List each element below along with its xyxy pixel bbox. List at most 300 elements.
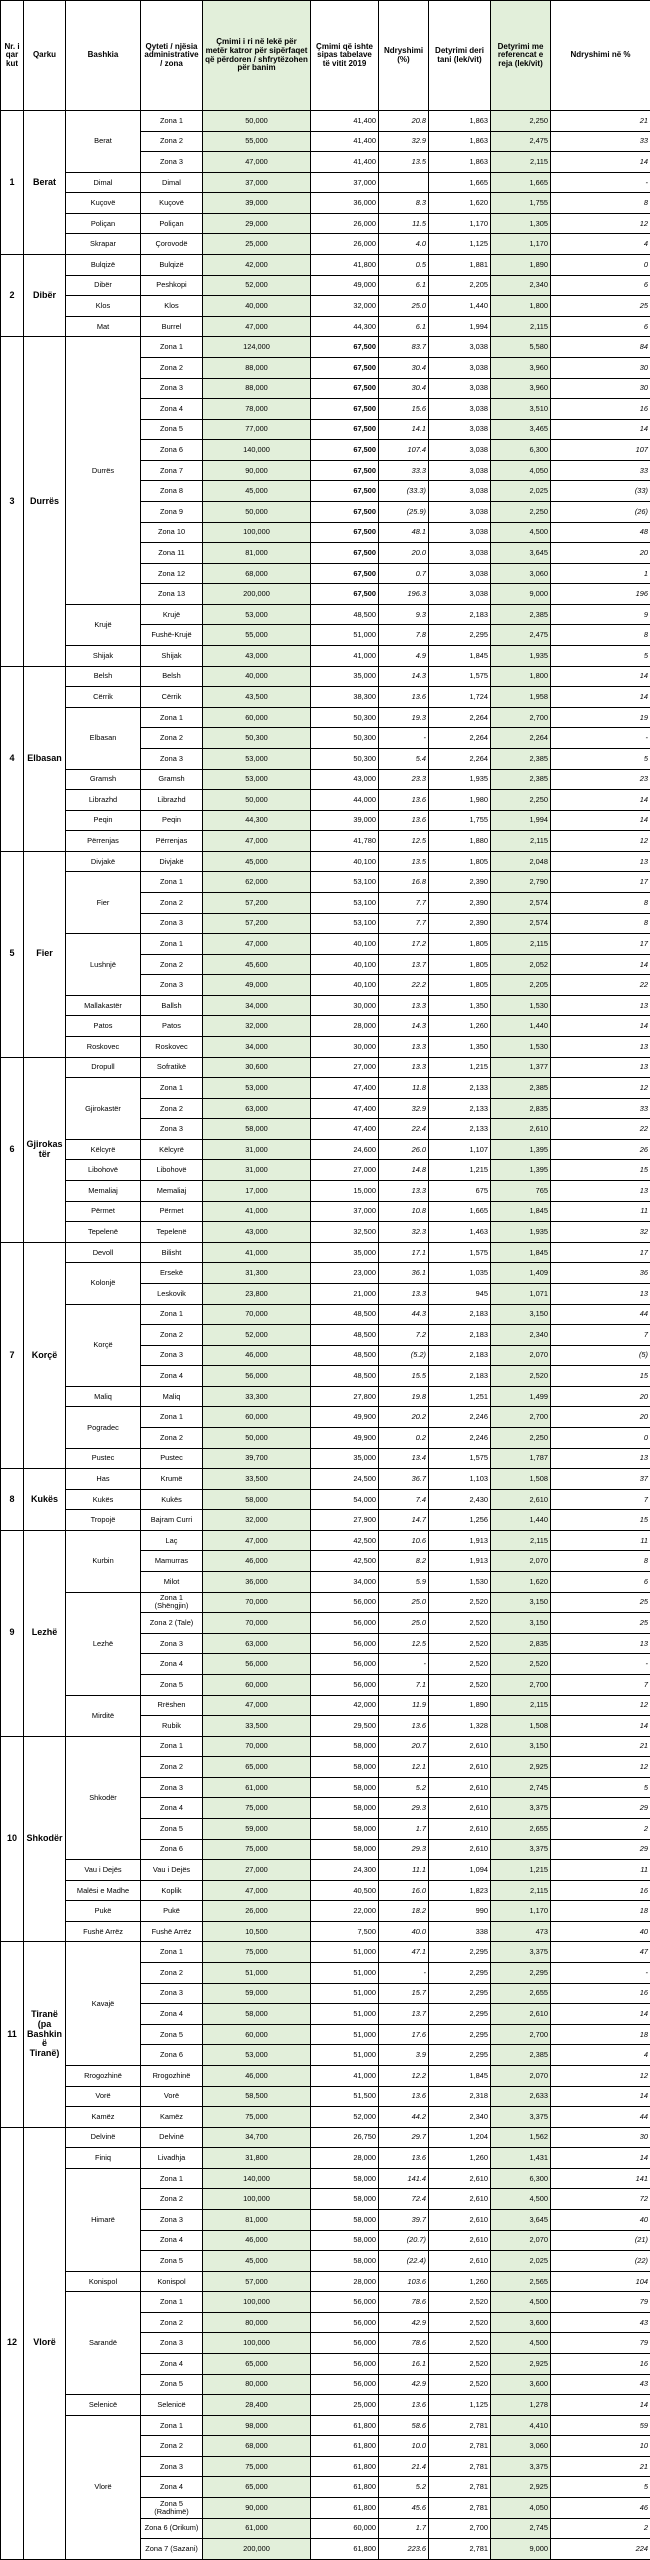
- zone-cell: Zona 2: [141, 2312, 203, 2333]
- table-row: [1, 172, 650, 193]
- change-pct-cell: 48: [551, 522, 650, 543]
- change-cell: 32.9: [379, 131, 429, 152]
- old-price-cell: 56,000: [311, 1654, 379, 1675]
- old-tax-cell: 2,520: [429, 2354, 491, 2375]
- new-tax-cell: 4,500: [491, 2292, 551, 2313]
- zone-cell: Zona 5: [141, 1674, 203, 1695]
- zone-cell: Zona 2: [141, 954, 203, 975]
- change-cell: (20.7): [379, 2230, 429, 2251]
- change-pct-cell: 9: [551, 604, 650, 625]
- old-price-cell: 61,800: [311, 2436, 379, 2457]
- new-price-cell: 49,000: [203, 975, 311, 996]
- new-tax-cell: 2,115: [491, 934, 551, 955]
- new-tax-cell: 4,500: [491, 522, 551, 543]
- new-tax-cell: 2,115: [491, 1880, 551, 1901]
- new-price-cell: 61,000: [203, 1777, 311, 1798]
- old-tax-cell: 2,133: [429, 1098, 491, 1119]
- header-old-tax: Detyrimi deri tani (lek/vit): [429, 1, 491, 111]
- change-pct-cell: 141: [551, 2168, 650, 2189]
- old-price-cell: 58,000: [311, 1757, 379, 1778]
- old-price-cell: 56,000: [311, 1674, 379, 1695]
- new-tax-cell: 3,375: [491, 1839, 551, 1860]
- zone-cell: Zona 3: [141, 1345, 203, 1366]
- change-pct-cell: 14: [551, 810, 650, 831]
- new-price-cell: 68,000: [203, 563, 311, 584]
- old-tax-cell: 1,913: [429, 1530, 491, 1551]
- qark-number: 1: [1, 111, 24, 255]
- change-pct-cell: 59: [551, 2415, 650, 2436]
- new-tax-cell: 2,070: [491, 2065, 551, 2086]
- bashkia-name: Vlorë: [66, 2415, 141, 2559]
- new-price-cell: 31,800: [203, 2148, 311, 2169]
- change-pct-cell: 15: [551, 1366, 650, 1387]
- table-row: [1, 872, 650, 893]
- new-tax-cell: 3,465: [491, 419, 551, 440]
- new-tax-cell: 2,610: [491, 1119, 551, 1140]
- old-price-cell: 58,000: [311, 2168, 379, 2189]
- old-tax-cell: 2,183: [429, 1325, 491, 1346]
- old-tax-cell: 3,038: [429, 378, 491, 399]
- zone-cell: Librazhd: [141, 790, 203, 811]
- old-tax-cell: 1,863: [429, 131, 491, 152]
- old-price-cell: 35,000: [311, 1448, 379, 1469]
- new-price-cell: 56,000: [203, 1654, 311, 1675]
- old-price-cell: 36,000: [311, 193, 379, 214]
- change-pct-cell: 14: [551, 954, 650, 975]
- old-price-cell: 37,000: [311, 172, 379, 193]
- change-cell: 0.5: [379, 255, 429, 276]
- zone-cell: Zona 3: [141, 1983, 203, 2004]
- zone-cell: Zona 12: [141, 563, 203, 584]
- change-cell: 7.4: [379, 1489, 429, 1510]
- new-tax-cell: 2,385: [491, 604, 551, 625]
- change-pct-cell: 5: [551, 646, 650, 667]
- change-pct-cell: 43: [551, 2312, 650, 2333]
- old-price-cell: 44,000: [311, 790, 379, 811]
- qark-number: 8: [1, 1469, 24, 1531]
- zone-cell: Zona 4: [141, 399, 203, 420]
- new-tax-cell: 2,115: [491, 316, 551, 337]
- change-cell: 14.8: [379, 1160, 429, 1181]
- change-cell: 13.3: [379, 1283, 429, 1304]
- zone-cell: Zona 8: [141, 481, 203, 502]
- old-price-cell: 39,000: [311, 810, 379, 831]
- old-tax-cell: 2,610: [429, 2209, 491, 2230]
- change-cell: 11.5: [379, 213, 429, 234]
- change-cell: 0.7: [379, 563, 429, 584]
- zone-cell: Zona 2: [141, 131, 203, 152]
- zone-cell: Libohovë: [141, 1160, 203, 1181]
- table-row: [1, 1304, 650, 1325]
- change-cell: 30.4: [379, 357, 429, 378]
- new-price-cell: 23,800: [203, 1283, 311, 1304]
- zone-cell: Patos: [141, 1016, 203, 1037]
- old-price-cell: 61,800: [311, 2456, 379, 2477]
- new-price-cell: 51,000: [203, 1963, 311, 1984]
- old-price-cell: 28,000: [311, 1016, 379, 1037]
- old-tax-cell: 2,520: [429, 2333, 491, 2354]
- old-tax-cell: 1,890: [429, 1695, 491, 1716]
- table-row: [1, 1695, 650, 1716]
- old-price-cell: 49,900: [311, 1428, 379, 1449]
- old-price-cell: 24,500: [311, 1469, 379, 1490]
- old-price-cell: 58,000: [311, 2251, 379, 2272]
- change-cell: 25.0: [379, 1613, 429, 1634]
- new-tax-cell: 2,655: [491, 1983, 551, 2004]
- change-pct-cell: 6: [551, 275, 650, 296]
- change-pct-cell: 25: [551, 296, 650, 317]
- new-price-cell: 28,400: [203, 2395, 311, 2416]
- new-tax-cell: 1,845: [491, 1242, 551, 1263]
- zone-cell: Gramsh: [141, 769, 203, 790]
- bashkia-name: Shkodër: [66, 1736, 141, 1859]
- old-price-cell: 27,900: [311, 1510, 379, 1531]
- table-row: [1, 1942, 650, 1963]
- new-price-cell: 100,000: [203, 2292, 311, 2313]
- new-price-cell: 43,000: [203, 646, 311, 667]
- bashkia-name: Durrës: [66, 337, 141, 605]
- zone-cell: Krujë: [141, 604, 203, 625]
- old-price-cell: 27,000: [311, 1057, 379, 1078]
- old-price-cell: 35,000: [311, 1242, 379, 1263]
- new-tax-cell: 3,060: [491, 563, 551, 584]
- change-cell: (22.4): [379, 2251, 429, 2272]
- old-price-cell: 50,300: [311, 748, 379, 769]
- old-price-cell: 27,800: [311, 1386, 379, 1407]
- new-tax-cell: 1,440: [491, 1510, 551, 1531]
- zone-cell: Zona 2 (Tale): [141, 1613, 203, 1634]
- old-tax-cell: 1,530: [429, 1572, 491, 1593]
- bashkia-name: Gjirokastër: [66, 1078, 141, 1140]
- old-tax-cell: 2,781: [429, 2456, 491, 2477]
- bashkia-name: Kurbin: [66, 1530, 141, 1592]
- new-tax-cell: 3,645: [491, 543, 551, 564]
- qark-name: Kukës: [24, 1469, 66, 1531]
- old-tax-cell: 1,350: [429, 1037, 491, 1058]
- change-pct-cell: 14: [551, 2086, 650, 2107]
- new-tax-cell: 2,574: [491, 892, 551, 913]
- zone-cell: Dimal: [141, 172, 203, 193]
- old-price-cell: 67,500: [311, 481, 379, 502]
- old-tax-cell: 1,845: [429, 646, 491, 667]
- new-price-cell: 63,000: [203, 1633, 311, 1654]
- zone-cell: Zona 3: [141, 975, 203, 996]
- bashkia-name: Himarë: [66, 2168, 141, 2271]
- table-row: [1, 1901, 650, 1922]
- zone-cell: Laç: [141, 1530, 203, 1551]
- change-cell: 10.6: [379, 1530, 429, 1551]
- change-pct-cell: 7: [551, 1325, 650, 1346]
- new-price-cell: 68,000: [203, 2436, 311, 2457]
- table-row: [1, 831, 650, 852]
- old-tax-cell: 2,781: [429, 2415, 491, 2436]
- new-price-cell: 40,000: [203, 666, 311, 687]
- new-price-cell: 77,000: [203, 419, 311, 440]
- new-tax-cell: 1,958: [491, 687, 551, 708]
- old-price-cell: 47,400: [311, 1119, 379, 1140]
- old-tax-cell: 3,038: [429, 584, 491, 605]
- table-row: [1, 2271, 650, 2292]
- zone-cell: Pukë: [141, 1901, 203, 1922]
- change-cell: 36.1: [379, 1263, 429, 1284]
- new-price-cell: 50,000: [203, 1428, 311, 1449]
- new-tax-cell: 3,375: [491, 2456, 551, 2477]
- change-cell: 17.6: [379, 2024, 429, 2045]
- new-tax-cell: 1,935: [491, 1222, 551, 1243]
- change-pct-cell: 2: [551, 1818, 650, 1839]
- new-price-cell: 34,000: [203, 995, 311, 1016]
- old-price-cell: 22,000: [311, 1901, 379, 1922]
- change-cell: 13.6: [379, 2148, 429, 2169]
- change-cell: 12.2: [379, 2065, 429, 2086]
- zone-cell: Rrëshen: [141, 1695, 203, 1716]
- new-tax-cell: 2,745: [491, 2518, 551, 2539]
- change-pct-cell: 25: [551, 1613, 650, 1634]
- old-tax-cell: 3,038: [429, 563, 491, 584]
- new-tax-cell: 1,440: [491, 1016, 551, 1037]
- new-price-cell: 58,000: [203, 1119, 311, 1140]
- change-cell: 17.2: [379, 934, 429, 955]
- old-price-cell: 44,300: [311, 316, 379, 337]
- new-tax-cell: 2,115: [491, 152, 551, 173]
- change-pct-cell: 11: [551, 1201, 650, 1222]
- change-pct-cell: 14: [551, 790, 650, 811]
- new-price-cell: 45,600: [203, 954, 311, 975]
- change-pct-cell: 12: [551, 1078, 650, 1099]
- new-price-cell: 70,000: [203, 1736, 311, 1757]
- zone-cell: Zona 9: [141, 501, 203, 522]
- old-price-cell: 58,000: [311, 2230, 379, 2251]
- bashkia-name: Dimal: [66, 172, 141, 193]
- new-tax-cell: 3,960: [491, 378, 551, 399]
- table-row: [1, 790, 650, 811]
- bashkia-name: Vorë: [66, 2086, 141, 2107]
- change-pct-cell: 21: [551, 111, 650, 132]
- change-pct-cell: 16: [551, 1983, 650, 2004]
- zone-cell: Fushë Arrëz: [141, 1921, 203, 1942]
- zone-cell: Belsh: [141, 666, 203, 687]
- old-tax-cell: 2,781: [429, 2477, 491, 2498]
- zone-cell: Zona 3: [141, 2209, 203, 2230]
- zone-cell: Divjakë: [141, 851, 203, 872]
- new-price-cell: 31,000: [203, 1160, 311, 1181]
- new-price-cell: 61,000: [203, 2518, 311, 2539]
- zone-cell: Cërrik: [141, 687, 203, 708]
- new-price-cell: 53,000: [203, 1078, 311, 1099]
- change-cell: 83.7: [379, 337, 429, 358]
- old-price-cell: 40,100: [311, 851, 379, 872]
- old-tax-cell: 1,463: [429, 1222, 491, 1243]
- old-tax-cell: 1,724: [429, 687, 491, 708]
- zone-cell: Bilisht: [141, 1242, 203, 1263]
- zone-cell: Zona 6: [141, 440, 203, 461]
- bashkia-name: Elbasan: [66, 707, 141, 769]
- change-cell: 13.4: [379, 1448, 429, 1469]
- new-tax-cell: 3,150: [491, 1304, 551, 1325]
- new-price-cell: 17,000: [203, 1181, 311, 1202]
- zone-cell: Zona 1: [141, 1304, 203, 1325]
- change-pct-cell: 14: [551, 2004, 650, 2025]
- change-cell: 223.6: [379, 2539, 429, 2560]
- new-tax-cell: 2,700: [491, 1674, 551, 1695]
- new-tax-cell: 2,385: [491, 1078, 551, 1099]
- old-price-cell: 67,500: [311, 357, 379, 378]
- change-pct-cell: 14: [551, 1716, 650, 1737]
- change-cell: 12.1: [379, 1757, 429, 1778]
- new-price-cell: 75,000: [203, 1839, 311, 1860]
- change-pct-cell: -: [551, 1963, 650, 1984]
- zone-cell: Zona 4: [141, 2230, 203, 2251]
- old-price-cell: 67,500: [311, 543, 379, 564]
- old-tax-cell: 1,170: [429, 213, 491, 234]
- old-price-cell: 40,100: [311, 934, 379, 955]
- old-price-cell: 58,000: [311, 1839, 379, 1860]
- table-row: [1, 2292, 650, 2313]
- change-pct-cell: -: [551, 1654, 650, 1675]
- zone-cell: Konispol: [141, 2271, 203, 2292]
- new-price-cell: 59,000: [203, 1983, 311, 2004]
- old-tax-cell: 2,295: [429, 1983, 491, 2004]
- zone-cell: Zona 4: [141, 1654, 203, 1675]
- qark-number: 9: [1, 1530, 24, 1736]
- change-cell: 78.6: [379, 2333, 429, 2354]
- zone-cell: Zona 1: [141, 1078, 203, 1099]
- new-price-cell: 41,000: [203, 1201, 311, 1222]
- zone-cell: Zona 4: [141, 1798, 203, 1819]
- new-price-cell: 36,000: [203, 1572, 311, 1593]
- old-price-cell: 67,500: [311, 563, 379, 584]
- new-tax-cell: 2,565: [491, 2271, 551, 2292]
- change-cell: 0.2: [379, 1428, 429, 1449]
- old-price-cell: 40,500: [311, 1880, 379, 1901]
- old-tax-cell: 2,610: [429, 1736, 491, 1757]
- new-tax-cell: 1,508: [491, 1716, 551, 1737]
- zone-cell: Roskovec: [141, 1037, 203, 1058]
- old-tax-cell: 338: [429, 1921, 491, 1942]
- new-price-cell: 47,000: [203, 316, 311, 337]
- old-price-cell: 51,000: [311, 1963, 379, 1984]
- change-cell: 20.7: [379, 1736, 429, 1757]
- old-price-cell: 23,000: [311, 1263, 379, 1284]
- table-row: [1, 1860, 650, 1881]
- change-cell: 29.3: [379, 1839, 429, 1860]
- new-price-cell: 100,000: [203, 2189, 311, 2210]
- old-tax-cell: 2,520: [429, 1654, 491, 1675]
- change-cell: 15.5: [379, 1366, 429, 1387]
- new-price-cell: 25,000: [203, 234, 311, 255]
- old-tax-cell: 2,390: [429, 913, 491, 934]
- change-pct-cell: 14: [551, 1016, 650, 1037]
- new-tax-cell: 1,278: [491, 2395, 551, 2416]
- bashkia-name: Përmet: [66, 1201, 141, 1222]
- new-price-cell: 45,000: [203, 481, 311, 502]
- zone-cell: Peshkopi: [141, 275, 203, 296]
- zone-cell: Fushë-Krujë: [141, 625, 203, 646]
- old-tax-cell: 1,260: [429, 2148, 491, 2169]
- zone-cell: Zona 3: [141, 1119, 203, 1140]
- new-tax-cell: 2,925: [491, 2354, 551, 2375]
- change-pct-cell: 8: [551, 913, 650, 934]
- zone-cell: Rrogozhinë: [141, 2065, 203, 2086]
- zone-cell: Zona 5: [141, 419, 203, 440]
- table-row: [1, 2065, 650, 2086]
- zone-cell: Vorë: [141, 2086, 203, 2107]
- old-price-cell: 28,000: [311, 2148, 379, 2169]
- change-pct-cell: 40: [551, 2209, 650, 2230]
- old-price-cell: 28,000: [311, 2271, 379, 2292]
- zone-cell: Ersekë: [141, 1263, 203, 1284]
- change-cell: 141.4: [379, 2168, 429, 2189]
- change-cell: 3.9: [379, 2045, 429, 2066]
- old-tax-cell: 1,755: [429, 810, 491, 831]
- new-tax-cell: 5,580: [491, 337, 551, 358]
- change-pct-cell: 20: [551, 1407, 650, 1428]
- new-tax-cell: 2,633: [491, 2086, 551, 2107]
- new-tax-cell: 3,150: [491, 1736, 551, 1757]
- table-row: [1, 111, 650, 132]
- change-pct-cell: 13: [551, 995, 650, 1016]
- bashkia-name: Klos: [66, 296, 141, 317]
- table-row: [1, 646, 650, 667]
- change-pct-cell: 47: [551, 1942, 650, 1963]
- bashkia-name: Kolonjë: [66, 1263, 141, 1304]
- bashkia-name: Pogradec: [66, 1407, 141, 1448]
- header-qarku: Qarku: [24, 1, 66, 111]
- zone-cell: Zona 2: [141, 1098, 203, 1119]
- qark-number: 5: [1, 851, 24, 1057]
- change-cell: 14.3: [379, 666, 429, 687]
- change-pct-cell: 1: [551, 563, 650, 584]
- new-price-cell: 47,000: [203, 934, 311, 955]
- change-cell: 13.6: [379, 2086, 429, 2107]
- new-tax-cell: 3,150: [491, 1592, 551, 1613]
- new-price-cell: 50,000: [203, 790, 311, 811]
- zone-cell: Zona 7 (Sazani): [141, 2539, 203, 2560]
- old-price-cell: 24,300: [311, 1860, 379, 1881]
- old-tax-cell: 1,125: [429, 2395, 491, 2416]
- change-cell: 1.7: [379, 2518, 429, 2539]
- bashkia-name: Tropojë: [66, 1510, 141, 1531]
- old-price-cell: 51,500: [311, 2086, 379, 2107]
- change-pct-cell: 13: [551, 851, 650, 872]
- change-cell: 48.1: [379, 522, 429, 543]
- old-price-cell: 56,000: [311, 2292, 379, 2313]
- table-row: [1, 1139, 650, 1160]
- change-cell: 13.3: [379, 1037, 429, 1058]
- old-tax-cell: 2,264: [429, 748, 491, 769]
- change-pct-cell: (26): [551, 501, 650, 522]
- zone-cell: Selenicë: [141, 2395, 203, 2416]
- new-tax-cell: 2,475: [491, 625, 551, 646]
- bashkia-name: Finiq: [66, 2148, 141, 2169]
- change-pct-cell: 26: [551, 1139, 650, 1160]
- zone-cell: Zona 2: [141, 728, 203, 749]
- change-cell: 13.3: [379, 995, 429, 1016]
- zone-cell: Zona 7: [141, 460, 203, 481]
- new-tax-cell: 2,048: [491, 851, 551, 872]
- old-price-cell: 58,000: [311, 2209, 379, 2230]
- new-tax-cell: 3,510: [491, 399, 551, 420]
- new-price-cell: 26,000: [203, 1901, 311, 1922]
- zone-cell: Koplik: [141, 1880, 203, 1901]
- change-cell: 40.0: [379, 1921, 429, 1942]
- change-cell: 13.6: [379, 790, 429, 811]
- old-price-cell: 47,400: [311, 1078, 379, 1099]
- new-price-cell: 80,000: [203, 2312, 311, 2333]
- change-pct-cell: 5: [551, 748, 650, 769]
- new-price-cell: 53,000: [203, 748, 311, 769]
- change-cell: 13.6: [379, 810, 429, 831]
